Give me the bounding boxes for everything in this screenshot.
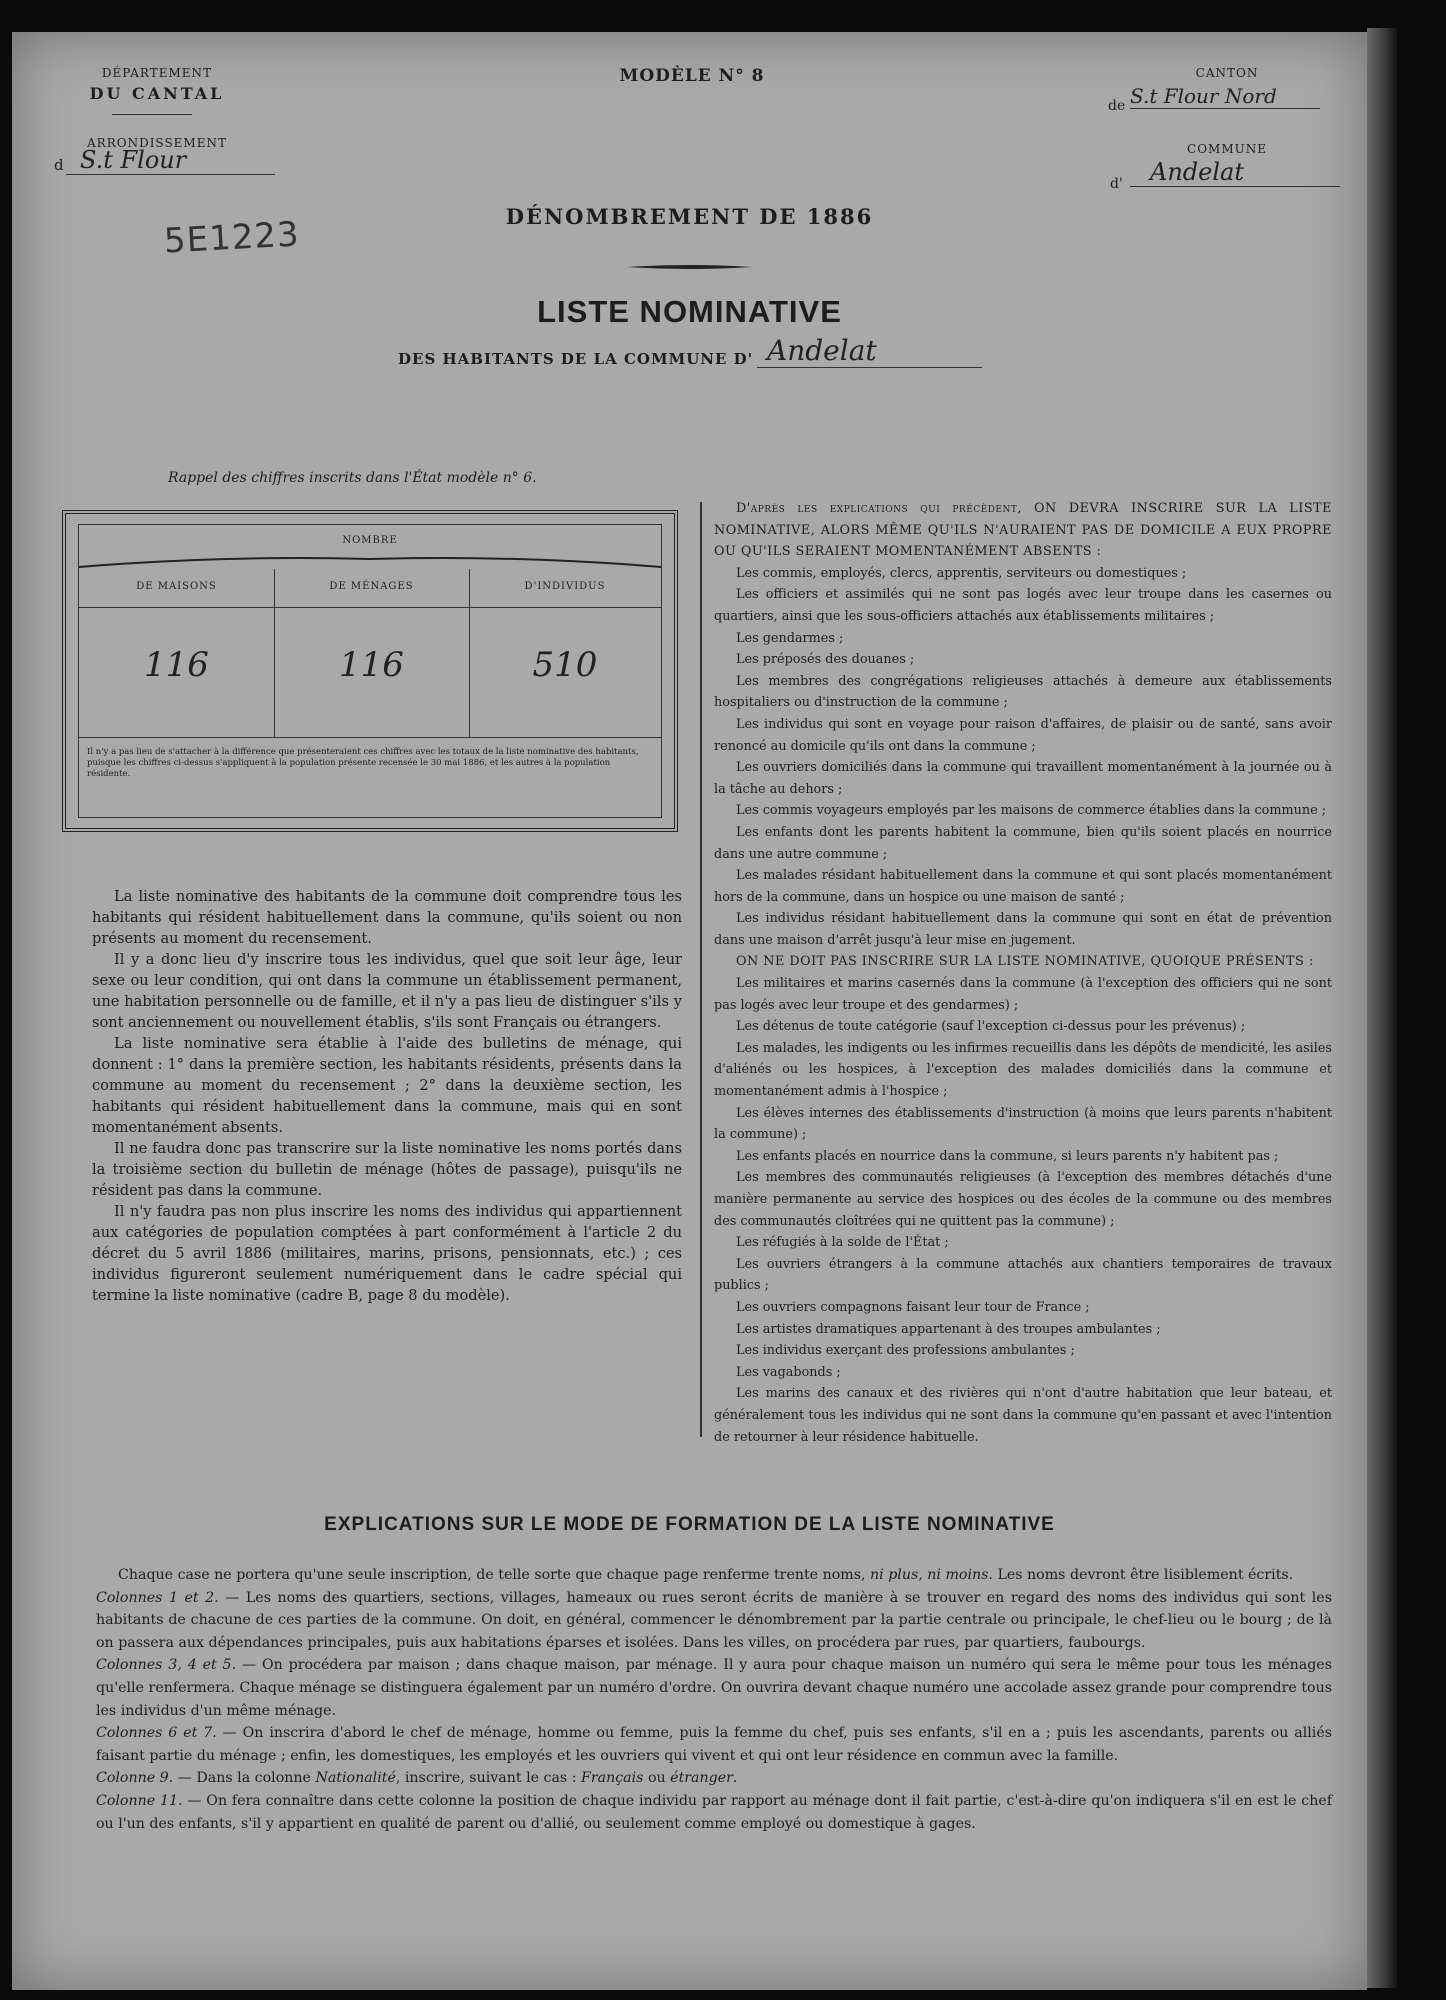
list-item: Les commis voyageurs employés par les maisons de commerce établies dans la commune ; xyxy=(736,803,1327,819)
nombre-brace xyxy=(79,553,661,569)
rappel-table xyxy=(62,510,678,832)
arrondissement-prefix: d xyxy=(54,156,64,174)
census-page xyxy=(12,32,1367,1990)
list-item: Les ouvriers étrangers à la commune attachés aux chantiers temporaires de travaux publics ; xyxy=(714,1256,1332,1294)
canton-label: CANTON xyxy=(1195,66,1259,80)
departement-name: DU CANTAL xyxy=(89,84,225,103)
rappel-note: Il n'y a pas lieu de s'attacher à la différence que présenteraient ces chiffres avec les totaux de la liste nominative des habitants, puisque les chiffres ci-dessus s'appliquent à la population présente recensée le 30 mai 1886, et les autres à la population résidente. xyxy=(87,747,639,779)
explications-body xyxy=(96,1564,1332,1835)
habitants-title: DES HABITANTS DE LA COMMUNE D' xyxy=(398,350,754,368)
paragraph: Il ne faudra donc pas transcrire sur la liste nominative les noms portés dans la troisième section du bulletin de ménage (hôtes de passage), puisqu'ils ne résident pas dans la commune. xyxy=(92,1140,682,1199)
list-item: Les individus résidant habituellement dans la commune qui sont en état de prévention dans une maison d'arrêt jusqu'à leur mise en jugement. xyxy=(714,911,1332,948)
colonne-11: Colonne 11. — On fera connaître dans cette colonne la position de chaque individu par rapport au ménage dont il fait partie, c'est-à-dire qu'on indiquera s'il en est le chef ou l'un des enfants, s'il y appartient en qualité de parent ou d'allié, ou seulement comme employé ou domestique à gages. xyxy=(96,1792,1332,1832)
paragraph: Il n'y faudra pas non plus inscrire les noms des individus qui appartiennent aux catégories de population comptées à part conformément à l'article 2 du décret du 5 avril 1886 (militaires, marins, prisons, pensionnats, etc.) ; ces individus figureront seulement numériquement dans le cadre spécial qui termine la liste nominative (cadre B, page 8 du modèle). xyxy=(92,1203,682,1304)
individus-value: 510 xyxy=(532,645,598,685)
list-item: Les commis, employés, clercs, apprentis, serviteurs ou domestiques ; xyxy=(736,565,1187,581)
left-instructions xyxy=(92,886,682,1306)
maisons-header: DE MAISONS xyxy=(136,581,217,592)
colonnes-6-7: Colonnes 6 et 7. — On inscrira d'abord le chef de ménage, homme ou femme, puis la femme du chef, puis ses enfants, s'il en a ; puis les ascendants, parents ou alliés faisant partie du ménage ; enfin, les domestiques, les employés et les ouvriers qui vivent et qui ont leur résidence en commun avec la famille. xyxy=(96,1725,1333,1764)
list-item: Les élèves internes des établissements d'instruction (à moins que leurs parents n'habitent la commune) ; xyxy=(714,1105,1332,1143)
list-item: Les individus qui sont en voyage pour raison d'affaires, de plaisir ou de santé, sans avoir renoncé au domicile qu'ils ont dans la commune ; xyxy=(714,716,1332,754)
maisons-value: 116 xyxy=(144,645,209,685)
model-number: MODÈLE N° 8 xyxy=(619,66,765,86)
list-item: Les détenus de toute catégorie (sauf l'exception ci-dessus pour les prévenus) ; xyxy=(736,1019,1246,1035)
paragraph: Il y a donc lieu d'y inscrire tous les individus, quel que soit leur âge, leur sexe ou leur condition, qui ont dans la commune un établissement permanent, une habitation personnelle ou de famille, et il n'y a pas lieu de distinguer s'ils y sont anciennement ou nouvellement établis, s'ils sont Français ou étrangers. xyxy=(92,951,682,1031)
menages-value: 116 xyxy=(339,645,404,685)
list-item: Les marins des canaux et des rivières qui n'ont d'autre habitation que leur bateau, et généralement tous les individus qui ne sont dans la commune qu'en passant et avec l'intention de retourner à leur résidence habituelle. xyxy=(714,1386,1332,1445)
colonnes-1-2: Colonnes 1 et 2. — Les noms des quartiers, sections, villages, hameaux ou rues seront écrits de manière à se trouver en regard des noms des individus qui sont les habitants de chacune de ces parties de la commune. On doit, en général, commencer le dénombrement par la partie centrale ou principale, le chef-lieu ou le bourg ; de là on passera aux dépendances principales, puis aux habitations éparses et isolées. Dans les villes, on procédera par rues, par quartiers, faubourgs. xyxy=(96,1589,1332,1651)
ne-pas-inscrire-intro: ON NE DOIT PAS INSCRIRE SUR LA LISTE NOMINATIVE, QUOIQUE PRÉSENTS : xyxy=(736,954,1314,970)
rappel-caption: Rappel des chiffres inscrits dans l'État modèle n° 6. xyxy=(168,470,537,486)
column-divider xyxy=(700,502,702,1437)
departement-label: DÉPARTEMENT xyxy=(101,66,213,80)
colonne-9: Colonne 9. — Dans la colonne Nationalité, inscrire, suivant le cas : Français ou étranger. xyxy=(96,1770,738,1787)
list-item: Les officiers et assimilés qui ne sont pas logés avec leur troupe dans les casernes ou quartiers, ainsi que les sous-officiers attachés aux établissements militaires ; xyxy=(714,587,1332,624)
explications-title: EXPLICATIONS SUR LE MODE DE FORMATION DE LA LISTE NOMINATIVE xyxy=(324,1514,1055,1535)
list-item: Les ouvriers domiciliés dans la commune qui travaillent momentanément à la journée ou à la tâche au dehors ; xyxy=(714,760,1332,797)
colonnes-3-4-5: Colonnes 3, 4 et 5. — On procédera par maison ; dans chaque maison, par ménage. Il y aura pour chaque maison un numéro qui sera le même pour tous les ménages qu'elle renfermera. Chaque ménage se distinguera également par un numéro d'ordre. On ouvrira devant chaque numéro une accolade assez grande pour comprendre tous les individus d'un même ménage. xyxy=(96,1657,1332,1719)
list-item: Les malades résidant habituellement dans la commune et qui sont placés momentanément hors de la commune, dans un hospice ou une maison de santé ; xyxy=(714,868,1332,905)
ornament-rule xyxy=(627,256,752,264)
list-item: Les ouvriers compagnons faisant leur tour de France ; xyxy=(736,1299,1090,1315)
archive-stamp: 5E1223 xyxy=(163,214,301,262)
explications-intro: Chaque case ne portera qu'une seule inscription, de telle sorte que chaque page renferme trente noms, ni plus, ni moins. Les noms devront être lisiblement écrits. xyxy=(118,1567,1294,1583)
commune-label: COMMUNE xyxy=(1187,142,1267,156)
list-item: Les préposés des douanes ; xyxy=(736,652,915,668)
arrondissement-handwritten: S.t Flour xyxy=(66,146,275,175)
divider xyxy=(79,607,661,608)
list-item: Les enfants placés en nourrice dans la commune, si leurs parents n'y habitent pas ; xyxy=(736,1148,1279,1164)
commune-title-handwritten: Andelat xyxy=(757,334,982,368)
canton-handwritten: S.t Flour Nord xyxy=(1130,84,1320,109)
commune-handwritten: Andelat xyxy=(1130,158,1340,187)
list-item: Les réfugiés à la solde de l'État ; xyxy=(736,1235,949,1251)
denombrement-title: DÉNOMBREMENT DE 1886 xyxy=(505,204,874,229)
canton-prefix: de xyxy=(1108,98,1126,114)
paragraph: La liste nominative des habitants de la commune doit comprendre tous les habitants qui résident habituellement dans la commune, qu'ils soient ou non présents au moment du recensement. xyxy=(92,888,682,947)
liste-nominative-title: LISTE NOMINATIVE xyxy=(537,294,842,329)
list-item: Les individus exerçant des professions ambulantes ; xyxy=(736,1343,1075,1359)
divider xyxy=(79,737,661,738)
menages-header: DE MÉNAGES xyxy=(329,581,414,592)
arrondissement-label: ARRONDISSEMENT xyxy=(87,136,227,150)
inscrire-intro: D'après les explications qui précèdent, ON DEVRA INSCRIRE SUR LA LISTE NOMINATIVE, ALORS MÊME QU'ILS N'AURAIENT PAS DE DOMICILE A EUX PROPRE OU QU'ILS SERAIENT MOMENTANÉMENT ABSENTS : xyxy=(714,501,1332,560)
individus-header: D'INDIVIDUS xyxy=(524,581,606,592)
list-item: Les membres des communautés religieuses (à l'exception des membres détachés d'une manière permanente au service des hospices ou des écoles de la commune ou des membres des communautés cloîtrées qui ne quittent pas la commune) ; xyxy=(714,1170,1332,1229)
paragraph: La liste nominative sera établie à l'aide des bulletins de ménage, qui donnent : 1° dans la première section, les habitants résidents, présents dans la commune au moment du recensement ; 2° dans la deuxième section, les habitants qui résident habituellement dans la commune, mais qui en sont momentanément absents. xyxy=(92,1035,682,1136)
list-item: Les artistes dramatiques appartenant à des troupes ambulantes ; xyxy=(736,1321,1161,1337)
page-edge xyxy=(1367,28,1397,1988)
right-instructions xyxy=(714,498,1332,1448)
list-item: Les vagabonds ; xyxy=(736,1364,841,1380)
list-item: Les enfants dont les parents habitent la commune, bien qu'ils soient placés en nourrice dans une autre commune ; xyxy=(714,824,1332,862)
divider xyxy=(112,114,192,115)
list-item: Les malades, les indigents ou les infirmes recueillis dans les dépôts de mendicité, les asiles d'aliénés ou les hospices, à l'exception des malades domiciliés dans la commune et momentanément admis à l'hospice ; xyxy=(714,1040,1332,1100)
commune-prefix: d' xyxy=(1110,176,1123,192)
nombre-header: NOMBRE xyxy=(342,535,398,546)
list-item: Les membres des congrégations religieuses attachés à demeure aux établissements hospitaliers ou d'instruction de la commune ; xyxy=(714,673,1332,711)
list-item: Les militaires et marins casernés dans la commune (à l'exception des officiers qui ne sont pas logés avec leur troupe et des gendarmes) ; xyxy=(714,976,1332,1013)
list-item: Les gendarmes ; xyxy=(736,630,844,646)
